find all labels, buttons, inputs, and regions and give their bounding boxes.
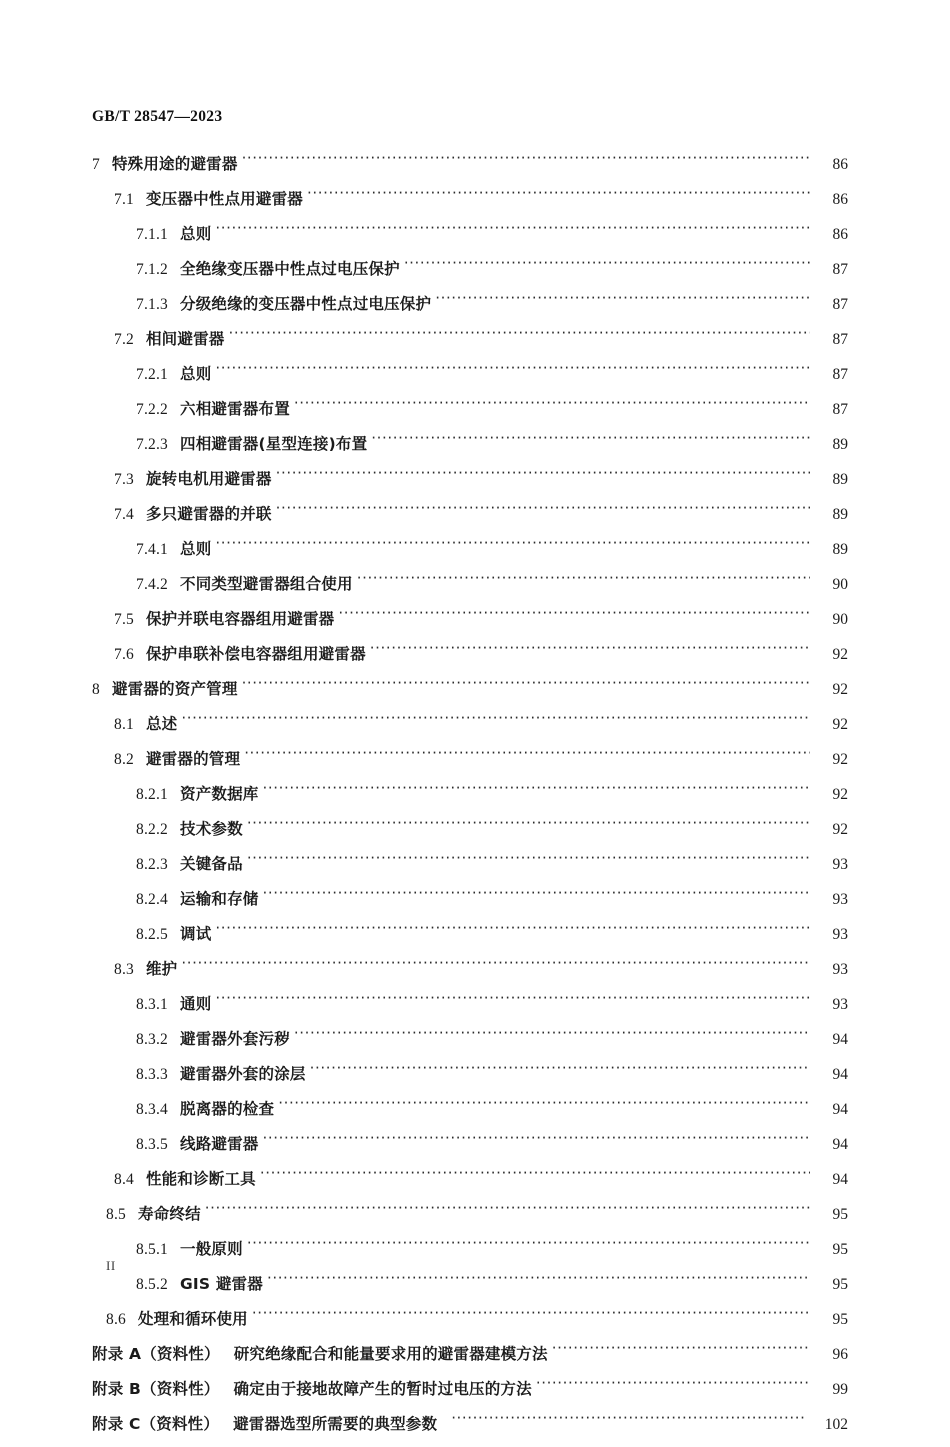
dot-leader — [263, 783, 810, 799]
dot-leader — [294, 398, 810, 414]
toc-page-number: 92 — [832, 786, 848, 803]
toc-page-number: 86 — [832, 226, 848, 243]
toc-page-number: 89 — [832, 541, 848, 558]
toc-entry-title: 保护并联电容器组用避雷器 — [145, 610, 335, 628]
toc-entry-label — [92, 152, 238, 174]
toc-entry-number: 7.1.2 — [136, 261, 168, 278]
dot-leader — [310, 1063, 810, 1079]
toc-entry-label — [136, 572, 353, 594]
toc-page-number: 87 — [832, 366, 848, 383]
toc-entry-title: 处理和循环使用 — [137, 1310, 248, 1328]
toc-entry[interactable] — [92, 1027, 848, 1062]
toc-page-number: 92 — [832, 646, 848, 663]
toc-entry-number: 7.1.3 — [136, 296, 168, 313]
toc-page-number: 92 — [832, 751, 848, 768]
toc-entry-number: 8.5 — [106, 1206, 126, 1223]
toc-entry-label — [114, 327, 225, 349]
toc-entry-label — [136, 1272, 263, 1294]
toc-entry[interactable] — [92, 1272, 848, 1307]
toc-entry-number: 8.5.2 — [136, 1276, 168, 1293]
dot-leader — [242, 678, 810, 694]
toc-entry[interactable] — [92, 747, 848, 782]
toc-entry-label — [136, 782, 259, 804]
toc-entry-title: 四相避雷器(星型连接)布置 — [180, 435, 368, 453]
toc-entry-title: 变压器中性点用避雷器 — [145, 190, 303, 208]
dot-leader — [276, 503, 810, 519]
toc-entry-label — [92, 677, 238, 699]
toc-appendix-label-group — [92, 1342, 548, 1364]
dot-leader — [181, 713, 810, 729]
toc-entry[interactable] — [92, 432, 848, 467]
toc-entry-title: 寿命终结 — [137, 1205, 201, 1223]
dot-leader — [263, 1133, 810, 1149]
toc-entry-title: 总述 — [145, 715, 178, 733]
toc-page-number: 87 — [832, 296, 848, 313]
dot-leader — [229, 328, 811, 344]
toc-entry[interactable] — [92, 1132, 848, 1167]
toc-page-number: 99 — [832, 1381, 848, 1398]
toc-page-number: 86 — [832, 156, 848, 173]
toc-appendix-entry[interactable] — [92, 1342, 848, 1377]
toc-entry[interactable] — [92, 397, 848, 432]
toc-entry-number: 7.2.3 — [136, 436, 168, 453]
toc-entry-number: 7.6 — [114, 646, 134, 663]
toc-entry-label — [136, 1237, 243, 1259]
dot-leader — [260, 1168, 810, 1184]
toc-entry-title: 相间避雷器 — [145, 330, 225, 348]
toc-entry-number: 7 — [92, 156, 100, 173]
toc-entry-number: 8.5.1 — [136, 1241, 168, 1258]
toc-entry[interactable] — [92, 782, 848, 817]
dot-leader — [357, 573, 810, 589]
toc-entry-label — [114, 957, 177, 979]
dot-leader — [552, 1343, 810, 1359]
toc-entry-title: 避雷器的资产管理 — [111, 680, 238, 698]
toc-entry[interactable] — [92, 537, 848, 572]
toc-entry[interactable] — [92, 1062, 848, 1097]
toc-appendix-title: 研究绝缘配合和能量要求用的避雷器建模方法 — [233, 1345, 548, 1363]
toc-entry-number: 8.2.1 — [136, 786, 168, 803]
toc-entry-label — [136, 1132, 259, 1154]
toc-entry-label — [136, 362, 211, 384]
toc-entry-label — [136, 397, 290, 419]
dot-leader — [247, 818, 810, 834]
dot-leader — [244, 748, 810, 764]
toc-entry[interactable] — [92, 502, 848, 537]
toc-entry-number: 7.1.1 — [136, 226, 168, 243]
toc-page-number: 95 — [832, 1241, 848, 1258]
toc-entry[interactable] — [92, 257, 848, 292]
toc-page-number: 87 — [832, 331, 848, 348]
toc-entry-number: 8.2.2 — [136, 821, 168, 838]
toc-entry-number: 8.2.4 — [136, 891, 168, 908]
dot-leader — [338, 608, 810, 624]
toc-entry-number: 8.3.4 — [136, 1101, 168, 1118]
toc-entry-label — [136, 852, 243, 874]
toc-entry-label — [136, 1062, 306, 1084]
toc-page-number: 86 — [832, 191, 848, 208]
toc-entry-label — [136, 257, 400, 279]
toc-page-number: 95 — [832, 1206, 848, 1223]
toc-entry-title: 避雷器外套污秽 — [180, 1030, 290, 1048]
toc-entry-title: 六相避雷器布置 — [180, 400, 290, 418]
toc-entry-title: 总则 — [180, 225, 212, 243]
dot-leader — [252, 1308, 810, 1324]
dot-leader — [215, 993, 810, 1009]
toc-entry-title: 资产数据库 — [180, 785, 259, 803]
toc-page-number: 93 — [832, 926, 848, 943]
toc-entry-number: 7.3 — [114, 471, 134, 488]
dot-leader — [404, 258, 810, 274]
toc-entry[interactable] — [92, 1237, 848, 1272]
toc-entry-number: 8.6 — [106, 1311, 126, 1328]
toc-entry-title: 一般原则 — [180, 1240, 243, 1258]
toc-appendix-label: 附录 C（资料性） — [92, 1415, 220, 1433]
toc-entry[interactable] — [92, 327, 848, 362]
page-folio: II — [106, 1258, 116, 1273]
toc-page-number: 89 — [832, 471, 848, 488]
toc-entry-title: 维护 — [145, 960, 178, 978]
toc-entry[interactable] — [92, 292, 848, 327]
toc-entry-label — [114, 642, 366, 664]
toc-entry[interactable] — [92, 1202, 848, 1237]
toc-entry-number: 8.4 — [114, 1171, 134, 1188]
toc-entry-number: 7.5 — [114, 611, 134, 628]
toc-entry-label — [136, 817, 243, 839]
toc-entry-number: 7.1 — [114, 191, 134, 208]
toc-page-number: 90 — [832, 611, 848, 628]
toc-entry-label — [136, 887, 259, 909]
toc-entry[interactable] — [92, 677, 848, 712]
toc-entry-title: 避雷器的管理 — [145, 750, 241, 768]
toc-entry[interactable] — [92, 607, 848, 642]
toc-entry-label — [136, 1027, 290, 1049]
toc-entry[interactable] — [92, 642, 848, 677]
toc-entry[interactable] — [92, 992, 848, 1027]
toc-page-number: 94 — [832, 1066, 848, 1083]
toc-entry[interactable] — [92, 817, 848, 852]
toc-entry-title: 性能和诊断工具 — [145, 1170, 256, 1188]
toc-page-number: 93 — [832, 961, 848, 978]
dot-leader — [371, 433, 810, 449]
toc-entry-title: 脱离器的检查 — [180, 1100, 275, 1118]
toc-appendix-title: 避雷器选型所需要的典型参数 — [233, 1415, 438, 1433]
dot-leader — [215, 538, 810, 554]
toc-entry-label — [114, 502, 272, 524]
toc-entry-number: 7.4 — [114, 506, 134, 523]
toc-entry-title: 全绝缘变压器中性点过电压保护 — [180, 260, 400, 278]
dot-leader — [435, 293, 810, 309]
toc-entry-label — [106, 1307, 248, 1329]
toc-entry-number: 7.2.2 — [136, 401, 168, 418]
toc-page-number: 92 — [832, 681, 848, 698]
toc-entry-title: 特殊用途的避雷器 — [111, 155, 238, 173]
toc-entry-label — [136, 432, 367, 454]
toc-entry-label — [136, 992, 211, 1014]
toc-entry[interactable] — [92, 362, 848, 397]
table-of-contents — [92, 152, 848, 1447]
toc-entry-title: 总则 — [180, 365, 212, 383]
toc-entry-title: 旋转电机用避雷器 — [145, 470, 272, 488]
dot-leader — [242, 153, 810, 169]
toc-entry-title: 保护串联补偿电容器组用避雷器 — [145, 645, 366, 663]
toc-page-number: 95 — [832, 1276, 848, 1293]
toc-entry-title: GIS 避雷器 — [180, 1275, 263, 1293]
toc-entry[interactable] — [92, 1307, 848, 1342]
toc-entry-label — [106, 1202, 201, 1224]
toc-entry-number: 8.3.5 — [136, 1136, 168, 1153]
standard-number-header: GB/T 28547—2023 — [92, 108, 223, 125]
toc-entry-number: 7.4.2 — [136, 576, 168, 593]
toc-entry-label — [114, 747, 240, 769]
toc-entry-title: 不同类型避雷器组合使用 — [180, 575, 353, 593]
toc-entry-number: 8.3.2 — [136, 1031, 168, 1048]
toc-entry-title: 多只避雷器的并联 — [145, 505, 272, 523]
dot-leader — [215, 923, 810, 939]
toc-page-number: 94 — [832, 1136, 848, 1153]
toc-entry-number: 7.4.1 — [136, 541, 168, 558]
dot-leader — [205, 1203, 810, 1219]
toc-page-number: 89 — [832, 506, 848, 523]
toc-entry[interactable] — [92, 712, 848, 747]
toc-entry-label — [114, 607, 334, 629]
dot-leader — [181, 958, 810, 974]
dot-leader — [215, 223, 810, 239]
toc-page-number: 94 — [832, 1101, 848, 1118]
toc-entry-number: 8.3 — [114, 961, 134, 978]
toc-entry-title: 分级绝缘的变压器中性点过电压保护 — [180, 295, 432, 313]
toc-entry-title: 运输和存储 — [180, 890, 259, 908]
dot-leader — [294, 1028, 810, 1044]
dot-leader — [370, 643, 810, 659]
toc-entry[interactable] — [92, 1097, 848, 1132]
toc-entry-title: 避雷器外套的涂层 — [180, 1065, 306, 1083]
toc-appendix-label-group — [92, 1412, 437, 1434]
toc-page-number: 93 — [832, 891, 848, 908]
toc-entry-label — [136, 222, 211, 244]
toc-entry-title: 关键备品 — [180, 855, 243, 873]
dot-leader — [536, 1378, 810, 1394]
toc-entry-number: 7.2 — [114, 331, 134, 348]
toc-entry-title: 通则 — [180, 995, 212, 1013]
toc-entry[interactable] — [92, 187, 848, 222]
toc-entry-number: 7.2.1 — [136, 366, 168, 383]
toc-appendix-entry[interactable] — [92, 1377, 848, 1412]
toc-entry-label — [114, 712, 177, 734]
toc-entry-title: 总则 — [180, 540, 212, 558]
toc-page-number: 93 — [832, 856, 848, 873]
toc-page-number: 102 — [824, 1416, 848, 1433]
toc-entry-label — [114, 1167, 256, 1189]
toc-entry[interactable] — [92, 152, 848, 187]
toc-entry-label — [136, 922, 211, 944]
toc-entry-title: 调试 — [180, 925, 212, 943]
toc-page-number: 93 — [832, 996, 848, 1013]
toc-entry-label — [136, 1097, 274, 1119]
toc-entry-number: 8.3.1 — [136, 996, 168, 1013]
toc-entry-number: 8.3.3 — [136, 1066, 168, 1083]
dot-leader — [451, 1413, 804, 1429]
toc-appendix-label-group — [92, 1377, 532, 1399]
toc-entry-number: 8.1 — [114, 716, 134, 733]
toc-entry-label — [136, 292, 431, 314]
dot-leader — [263, 888, 810, 904]
toc-entry[interactable] — [92, 852, 848, 887]
toc-page-number: 95 — [832, 1311, 848, 1328]
toc-entry-number: 8.2.3 — [136, 856, 168, 873]
toc-entry-label — [136, 537, 211, 559]
toc-entry-title: 线路避雷器 — [180, 1135, 259, 1153]
toc-entry-number: 8.2 — [114, 751, 134, 768]
toc-page-number: 87 — [832, 401, 848, 418]
dot-leader — [247, 1238, 810, 1254]
toc-page-number: 94 — [832, 1171, 848, 1188]
dot-leader — [278, 1098, 810, 1114]
toc-appendix-label: 附录 A（资料性） — [92, 1345, 220, 1363]
toc-page-number: 96 — [832, 1346, 848, 1363]
toc-entry[interactable] — [92, 467, 848, 502]
toc-page-number: 90 — [832, 576, 848, 593]
toc-entry[interactable] — [92, 1167, 848, 1202]
toc-appendix-title: 确定由于接地故障产生的暂时过电压的方法 — [233, 1380, 532, 1398]
toc-page-number: 92 — [832, 716, 848, 733]
toc-entry[interactable] — [92, 922, 848, 957]
toc-entry[interactable] — [92, 957, 848, 992]
toc-appendix-entry[interactable] — [92, 1412, 848, 1447]
toc-page-number: 89 — [832, 436, 848, 453]
toc-entry[interactable] — [92, 887, 848, 922]
toc-entry[interactable] — [92, 572, 848, 607]
toc-page-number: 92 — [832, 821, 848, 838]
dot-leader — [276, 468, 810, 484]
toc-appendix-label: 附录 B（资料性） — [92, 1380, 220, 1398]
dot-leader — [307, 188, 810, 204]
toc-entry-label — [114, 187, 303, 209]
dot-leader — [215, 363, 810, 379]
toc-page-number: 94 — [832, 1031, 848, 1048]
toc-entry[interactable] — [92, 222, 848, 257]
toc-entry-title: 技术参数 — [180, 820, 243, 838]
toc-entry-number: 8 — [92, 681, 100, 698]
toc-entry-number: 8.2.5 — [136, 926, 168, 943]
dot-leader — [267, 1273, 810, 1289]
dot-leader — [247, 853, 810, 869]
toc-page-number: 87 — [832, 261, 848, 278]
toc-entry-label — [114, 467, 272, 489]
